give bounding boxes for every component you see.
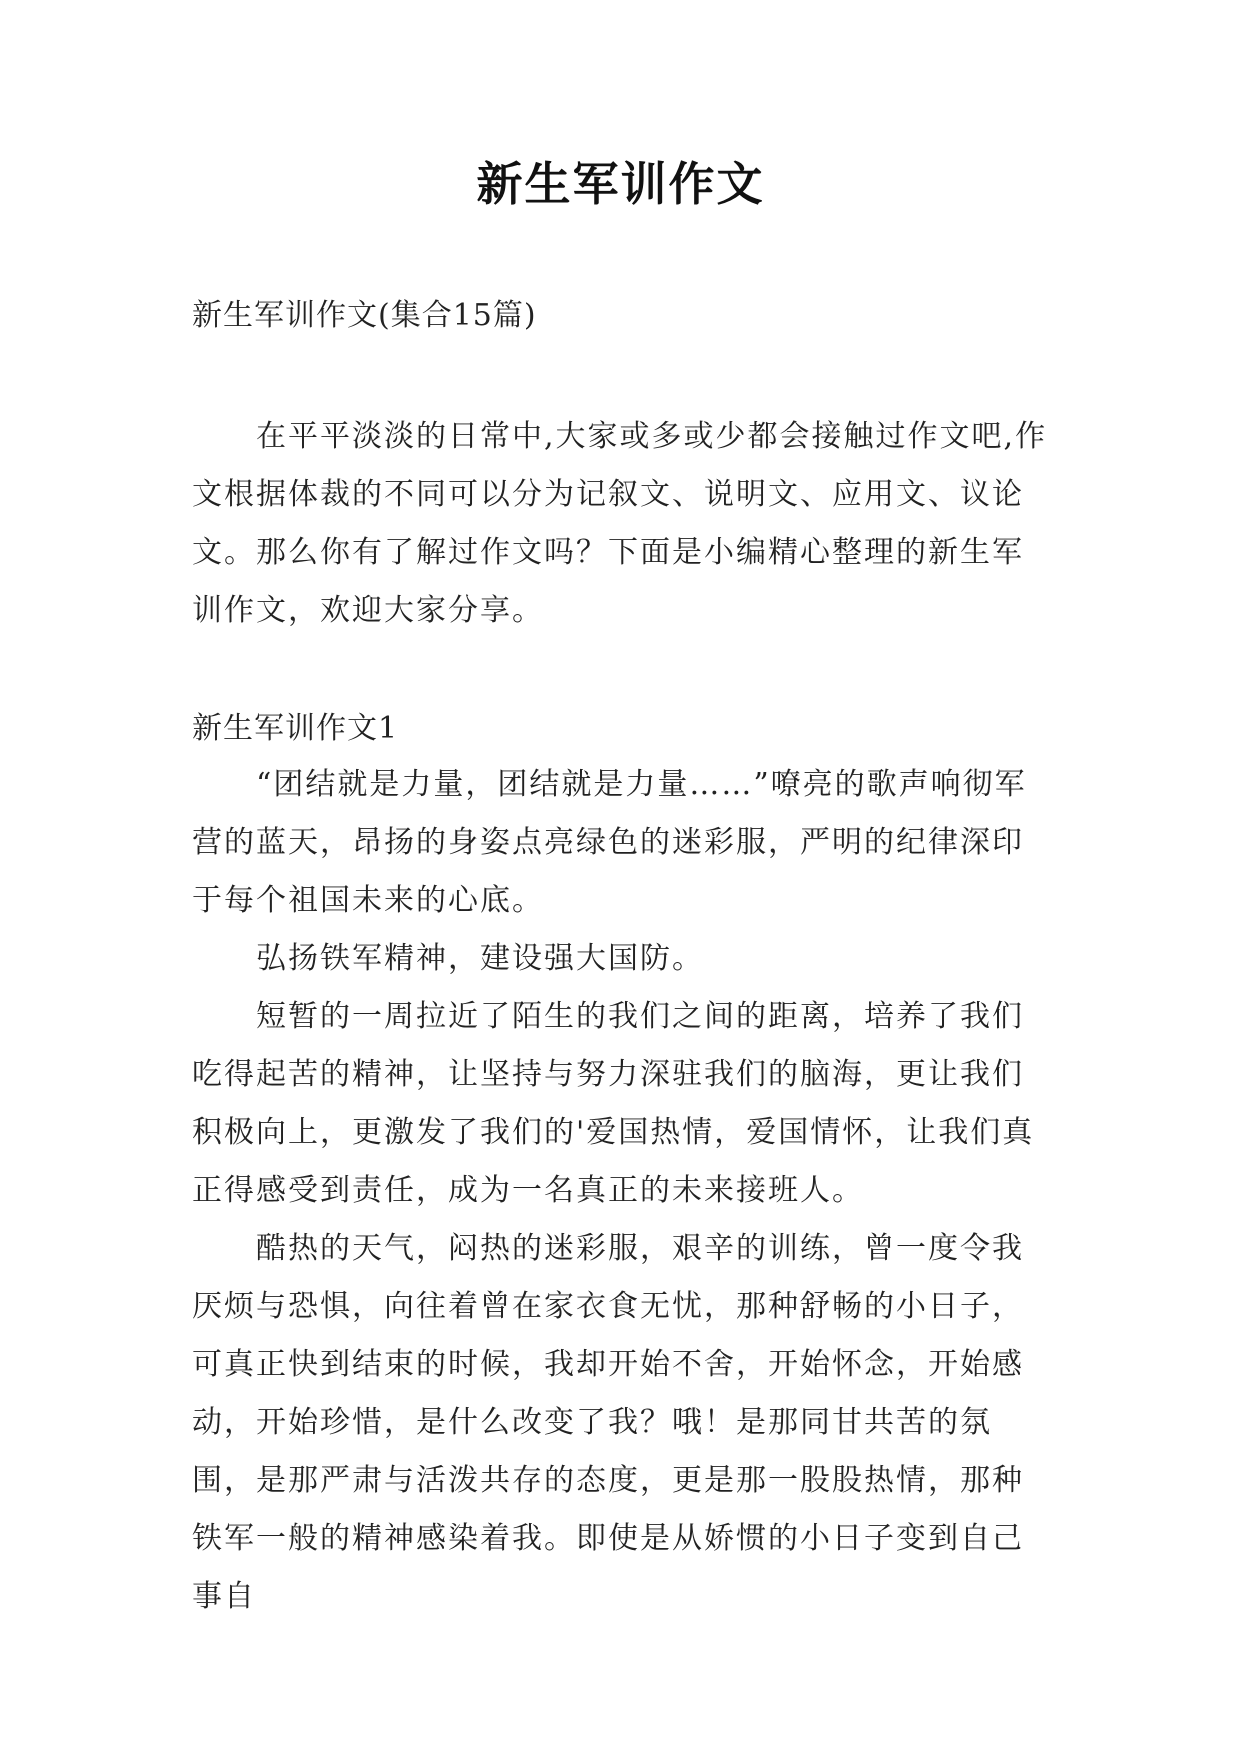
essay-heading: 新生军训作文1 <box>192 711 399 746</box>
intro-section <box>192 408 1052 640</box>
document-subtitle: 新生军训作文(集合15篇) <box>192 298 537 333</box>
essay-body <box>192 756 1052 1626</box>
document-title: 新生军训作文 <box>476 157 765 211</box>
essay-paragraph: 酷热的天气，闷热的迷彩服，艰辛的训练，曾一度令我厌烦与恐惧，向往着曾在家衣食无忧，那种舒畅的小日子，可真正快到结束的时候，我却开始不舍，开始怀念，开始感动，开始珍惜，是什么改变了我？哦！是那同甘共苦的氛围，是那严肃与活泼共存的态度，更是那一股股热情，那种铁军一般的精神感染着我。即使是从娇惯的小日子变到自己事自 <box>192 1231 1024 1614</box>
intro-paragraph: 在平平淡淡的日常中,大家或多或少都会接触过作文吧,作文根据体裁的不同可以分为记叙文、说明文、应用文、议论文。那么你有了解过作文吗？下面是小编精心整理的新生军训作文，欢迎大家分享。 <box>192 419 1048 628</box>
essay-paragraph: 弘扬铁军精神，建设强大国防。 <box>256 941 704 976</box>
essay-paragraph: 短暂的一周拉近了陌生的我们之间的距离，培养了我们吃得起苦的精神，让坚持与努力深驻我们的脑海，更让我们积极向上，更激发了我们的'爱国热情，爱国情怀，让我们真正得感受到责任，成为一名真正的未来接班人。 <box>192 999 1035 1208</box>
essay-paragraph: “团结就是力量，团结就是力量……”嘹亮的歌声响彻军营的蓝天，昂扬的身姿点亮绿色的迷彩服，严明的纪律深印于每个祖国未来的心底。 <box>192 767 1027 918</box>
